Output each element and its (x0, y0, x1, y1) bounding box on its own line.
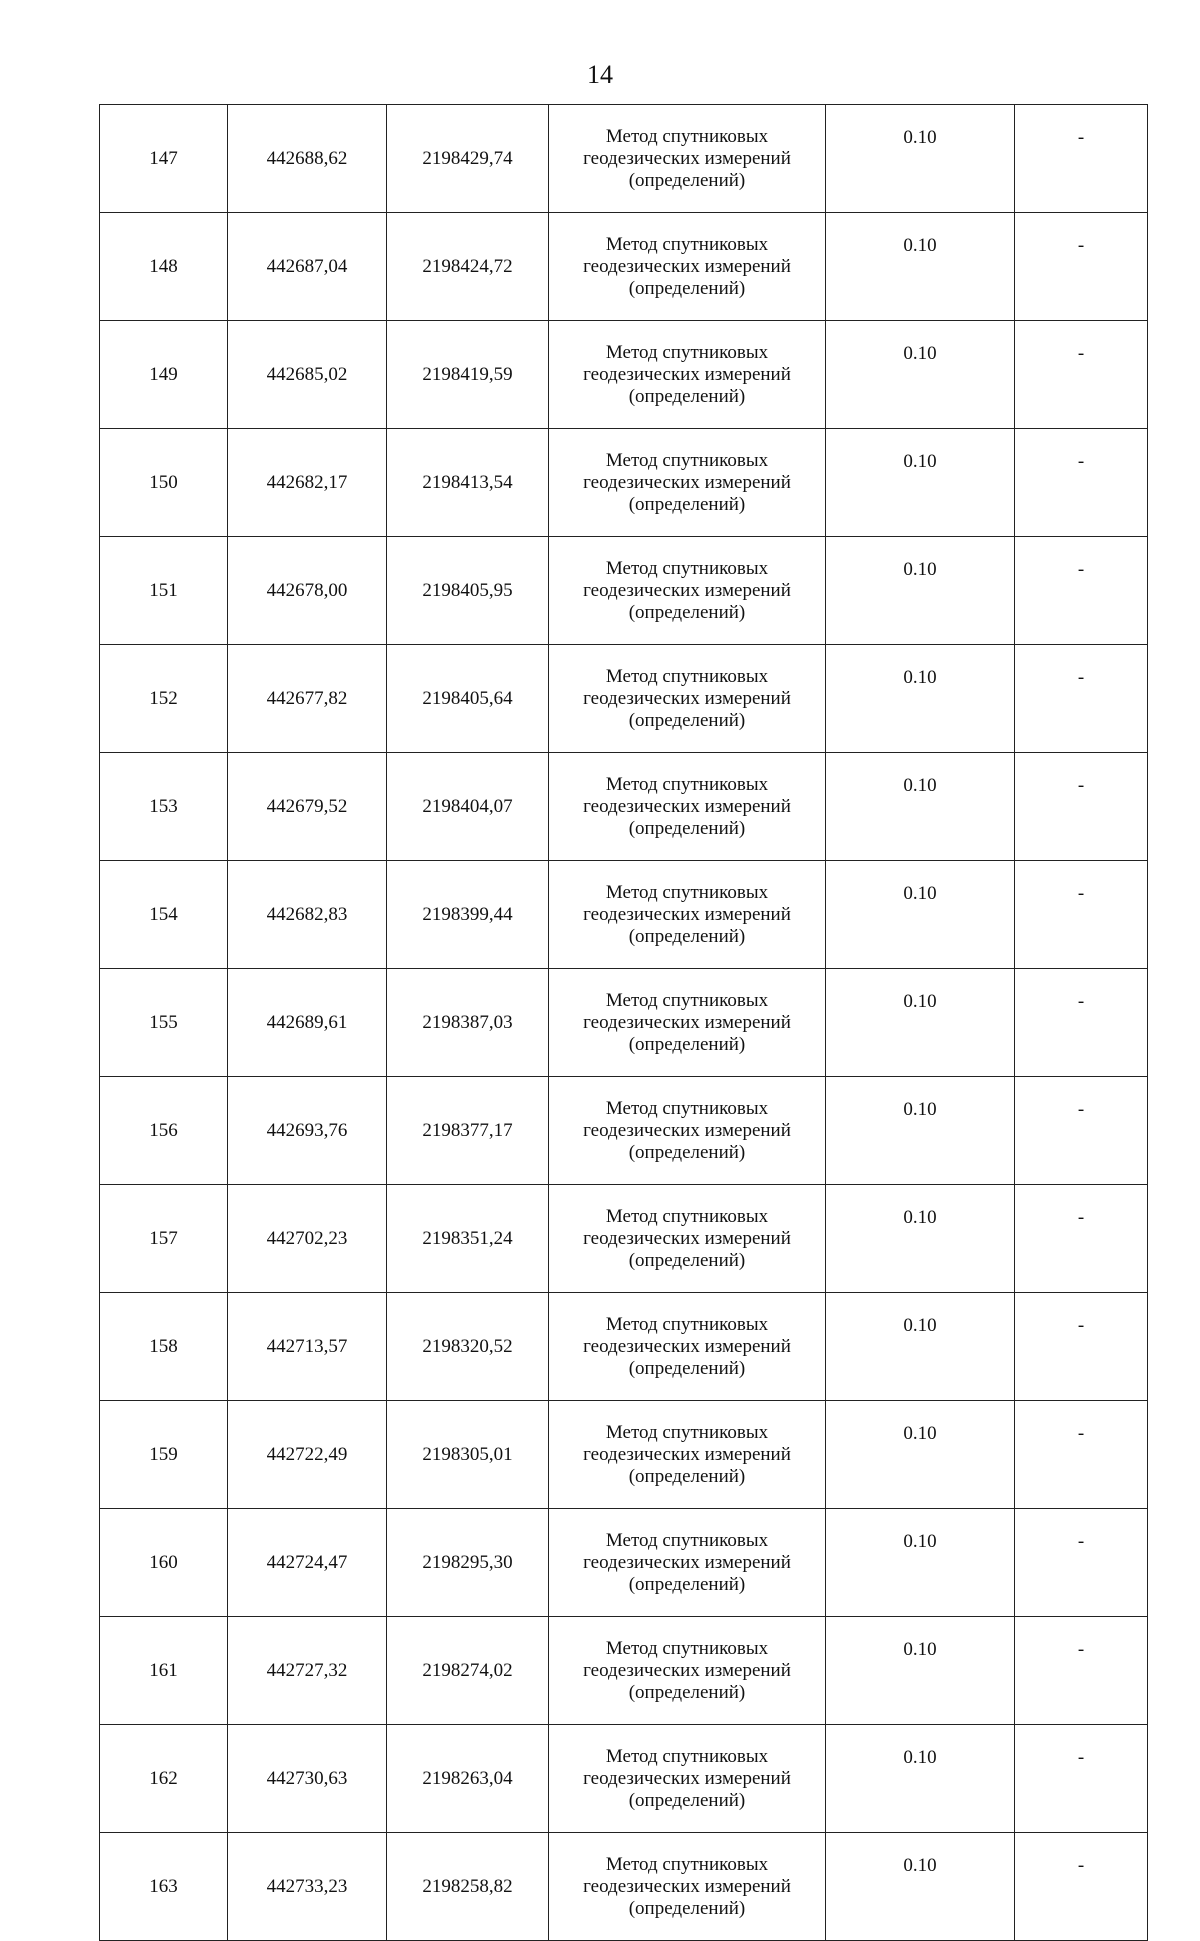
y-coordinate-cell: 2198377,17 (387, 1077, 549, 1185)
point-number-cell: 160 (100, 1509, 228, 1617)
method-text-line: геодезических измерений (583, 1335, 791, 1357)
table-row (100, 1077, 1148, 1185)
y-coordinate-cell: 2198295,30 (387, 1509, 549, 1617)
accuracy-cell: 0.10 (826, 1509, 1015, 1617)
method-cell (549, 1401, 826, 1509)
point-number-cell: 149 (100, 321, 228, 429)
method-cell (549, 1833, 826, 1941)
method-text-line: Метод спутниковых (605, 989, 769, 1011)
table-row (100, 213, 1148, 321)
y-coordinate-cell: 2198351,24 (387, 1185, 549, 1293)
x-coordinate-cell: 442693,76 (228, 1077, 387, 1185)
method-text-line: (определений) (628, 169, 746, 191)
table-row (100, 1833, 1148, 1941)
method-text-line: Метод спутниковых (605, 1637, 769, 1659)
accuracy-cell: 0.10 (826, 105, 1015, 213)
accuracy-cell: 0.10 (826, 1725, 1015, 1833)
method-text-line: Метод спутниковых (605, 881, 769, 903)
method-text-line: Метод спутниковых (605, 665, 769, 687)
method-text-line: (определений) (628, 277, 746, 299)
accuracy-cell: 0.10 (826, 753, 1015, 861)
point-number-cell: 152 (100, 645, 228, 753)
method-text-line: (определений) (628, 1249, 746, 1271)
y-coordinate-cell: 2198263,04 (387, 1725, 549, 1833)
y-coordinate-cell: 2198387,03 (387, 969, 549, 1077)
y-coordinate-cell: 2198419,59 (387, 321, 549, 429)
method-text-line: Метод спутниковых (605, 1421, 769, 1443)
method-text-line: геодезических измерений (583, 471, 791, 493)
method-text-line: (определений) (628, 817, 746, 839)
method-text-line: Метод спутниковых (605, 233, 769, 255)
point-number-cell: 154 (100, 861, 228, 969)
point-number-cell: 153 (100, 753, 228, 861)
point-number-cell: 147 (100, 105, 228, 213)
method-cell (549, 1077, 826, 1185)
method-text-line: (определений) (628, 1357, 746, 1379)
x-coordinate-cell: 442689,61 (228, 969, 387, 1077)
method-text-line: геодезических измерений (583, 1551, 791, 1573)
method-text-line: (определений) (628, 1789, 746, 1811)
method-text-line: геодезических измерений (583, 1875, 791, 1897)
point-number-cell: 155 (100, 969, 228, 1077)
method-text-line: геодезических измерений (583, 1119, 791, 1141)
accuracy-cell: 0.10 (826, 429, 1015, 537)
method-cell (549, 645, 826, 753)
point-number-cell: 161 (100, 1617, 228, 1725)
table-row (100, 969, 1148, 1077)
method-text-line: Метод спутниковых (605, 1097, 769, 1119)
x-coordinate-cell: 442679,52 (228, 753, 387, 861)
description-cell: - (1015, 1401, 1148, 1509)
point-number-cell: 148 (100, 213, 228, 321)
table-row (100, 105, 1148, 213)
method-text-line: (определений) (628, 601, 746, 623)
method-text-line: Метод спутниковых (605, 1745, 769, 1767)
accuracy-cell: 0.10 (826, 1077, 1015, 1185)
method-text-line: (определений) (628, 1573, 746, 1595)
description-cell: - (1015, 213, 1148, 321)
coordinates-table (99, 104, 1148, 1941)
accuracy-cell: 0.10 (826, 1293, 1015, 1401)
description-cell: - (1015, 1077, 1148, 1185)
method-cell (549, 537, 826, 645)
method-cell (549, 213, 826, 321)
y-coordinate-cell: 2198413,54 (387, 429, 549, 537)
table-row (100, 645, 1148, 753)
method-text-line: (определений) (628, 385, 746, 407)
y-coordinate-cell: 2198429,74 (387, 105, 549, 213)
table-row (100, 753, 1148, 861)
method-text-line: геодезических измерений (583, 1443, 791, 1465)
x-coordinate-cell: 442702,23 (228, 1185, 387, 1293)
y-coordinate-cell: 2198320,52 (387, 1293, 549, 1401)
description-cell: - (1015, 1617, 1148, 1725)
description-cell: - (1015, 1833, 1148, 1941)
table-row (100, 537, 1148, 645)
accuracy-cell: 0.10 (826, 321, 1015, 429)
accuracy-cell: 0.10 (826, 861, 1015, 969)
y-coordinate-cell: 2198305,01 (387, 1401, 549, 1509)
y-coordinate-cell: 2198405,64 (387, 645, 549, 753)
method-cell (549, 105, 826, 213)
description-cell: - (1015, 1185, 1148, 1293)
point-number-cell: 163 (100, 1833, 228, 1941)
table-row (100, 1401, 1148, 1509)
x-coordinate-cell: 442724,47 (228, 1509, 387, 1617)
method-cell (549, 753, 826, 861)
method-cell (549, 969, 826, 1077)
method-cell (549, 1293, 826, 1401)
method-text-line: геодезических измерений (583, 363, 791, 385)
accuracy-cell: 0.10 (826, 1617, 1015, 1725)
x-coordinate-cell: 442682,83 (228, 861, 387, 969)
x-coordinate-cell: 442677,82 (228, 645, 387, 753)
method-text-line: геодезических измерений (583, 579, 791, 601)
method-text-line: (определений) (628, 1897, 746, 1919)
description-cell: - (1015, 969, 1148, 1077)
table-row (100, 861, 1148, 969)
description-cell: - (1015, 429, 1148, 537)
method-cell (549, 861, 826, 969)
method-cell (549, 429, 826, 537)
accuracy-cell: 0.10 (826, 1185, 1015, 1293)
method-cell (549, 1185, 826, 1293)
accuracy-cell: 0.10 (826, 537, 1015, 645)
accuracy-cell: 0.10 (826, 213, 1015, 321)
method-text-line: геодезических измерений (583, 795, 791, 817)
point-number-cell: 159 (100, 1401, 228, 1509)
method-text-line: геодезических измерений (583, 1659, 791, 1681)
point-number-cell: 162 (100, 1725, 228, 1833)
y-coordinate-cell: 2198258,82 (387, 1833, 549, 1941)
point-number-cell: 157 (100, 1185, 228, 1293)
method-text-line: геодезических измерений (583, 1011, 791, 1033)
method-cell (549, 1725, 826, 1833)
accuracy-cell: 0.10 (826, 1833, 1015, 1941)
table-row (100, 429, 1148, 537)
x-coordinate-cell: 442733,23 (228, 1833, 387, 1941)
point-number-cell: 150 (100, 429, 228, 537)
method-text-line: Метод спутниковых (605, 773, 769, 795)
method-text-line: геодезических измерений (583, 1227, 791, 1249)
y-coordinate-cell: 2198424,72 (387, 213, 549, 321)
method-text-line: (определений) (628, 1681, 746, 1703)
x-coordinate-cell: 442685,02 (228, 321, 387, 429)
table-row (100, 1725, 1148, 1833)
method-text-line: (определений) (628, 709, 746, 731)
table-row (100, 1509, 1148, 1617)
method-text-line: (определений) (628, 1033, 746, 1055)
x-coordinate-cell: 442688,62 (228, 105, 387, 213)
method-text-line: Метод спутниковых (605, 125, 769, 147)
description-cell: - (1015, 321, 1148, 429)
method-text-line: геодезических измерений (583, 1767, 791, 1789)
method-cell (549, 1617, 826, 1725)
method-cell (549, 1509, 826, 1617)
description-cell: - (1015, 1293, 1148, 1401)
method-cell (549, 321, 826, 429)
description-cell: - (1015, 645, 1148, 753)
method-text-line: (определений) (628, 493, 746, 515)
description-cell: - (1015, 1509, 1148, 1617)
x-coordinate-cell: 442713,57 (228, 1293, 387, 1401)
description-cell: - (1015, 753, 1148, 861)
method-text-line: Метод спутниковых (605, 1529, 769, 1551)
method-text-line: геодезических измерений (583, 147, 791, 169)
x-coordinate-cell: 442727,32 (228, 1617, 387, 1725)
method-text-line: Метод спутниковых (605, 341, 769, 363)
x-coordinate-cell: 442682,17 (228, 429, 387, 537)
point-number-cell: 156 (100, 1077, 228, 1185)
description-cell: - (1015, 105, 1148, 213)
table-row (100, 1185, 1148, 1293)
y-coordinate-cell: 2198274,02 (387, 1617, 549, 1725)
description-cell: - (1015, 1725, 1148, 1833)
page-number: 14 (587, 60, 613, 89)
x-coordinate-cell: 442722,49 (228, 1401, 387, 1509)
method-text-line: Метод спутниковых (605, 1313, 769, 1335)
method-text-line: (определений) (628, 1141, 746, 1163)
point-number-cell: 158 (100, 1293, 228, 1401)
method-text-line: геодезических измерений (583, 687, 791, 709)
description-cell: - (1015, 861, 1148, 969)
point-number-cell: 151 (100, 537, 228, 645)
accuracy-cell: 0.10 (826, 1401, 1015, 1509)
accuracy-cell: 0.10 (826, 969, 1015, 1077)
method-text-line: (определений) (628, 1465, 746, 1487)
method-text-line: Метод спутниковых (605, 1853, 769, 1875)
method-text-line: (определений) (628, 925, 746, 947)
x-coordinate-cell: 442730,63 (228, 1725, 387, 1833)
x-coordinate-cell: 442678,00 (228, 537, 387, 645)
method-text-line: Метод спутниковых (605, 1205, 769, 1227)
method-text-line: Метод спутниковых (605, 449, 769, 471)
method-text-line: Метод спутниковых (605, 557, 769, 579)
table-row (100, 1617, 1148, 1725)
y-coordinate-cell: 2198405,95 (387, 537, 549, 645)
table-row (100, 321, 1148, 429)
table-body (100, 105, 1148, 1941)
y-coordinate-cell: 2198404,07 (387, 753, 549, 861)
accuracy-cell: 0.10 (826, 645, 1015, 753)
y-coordinate-cell: 2198399,44 (387, 861, 549, 969)
table-row (100, 1293, 1148, 1401)
x-coordinate-cell: 442687,04 (228, 213, 387, 321)
method-text-line: геодезических измерений (583, 903, 791, 925)
description-cell: - (1015, 537, 1148, 645)
method-text-line: геодезических измерений (583, 255, 791, 277)
